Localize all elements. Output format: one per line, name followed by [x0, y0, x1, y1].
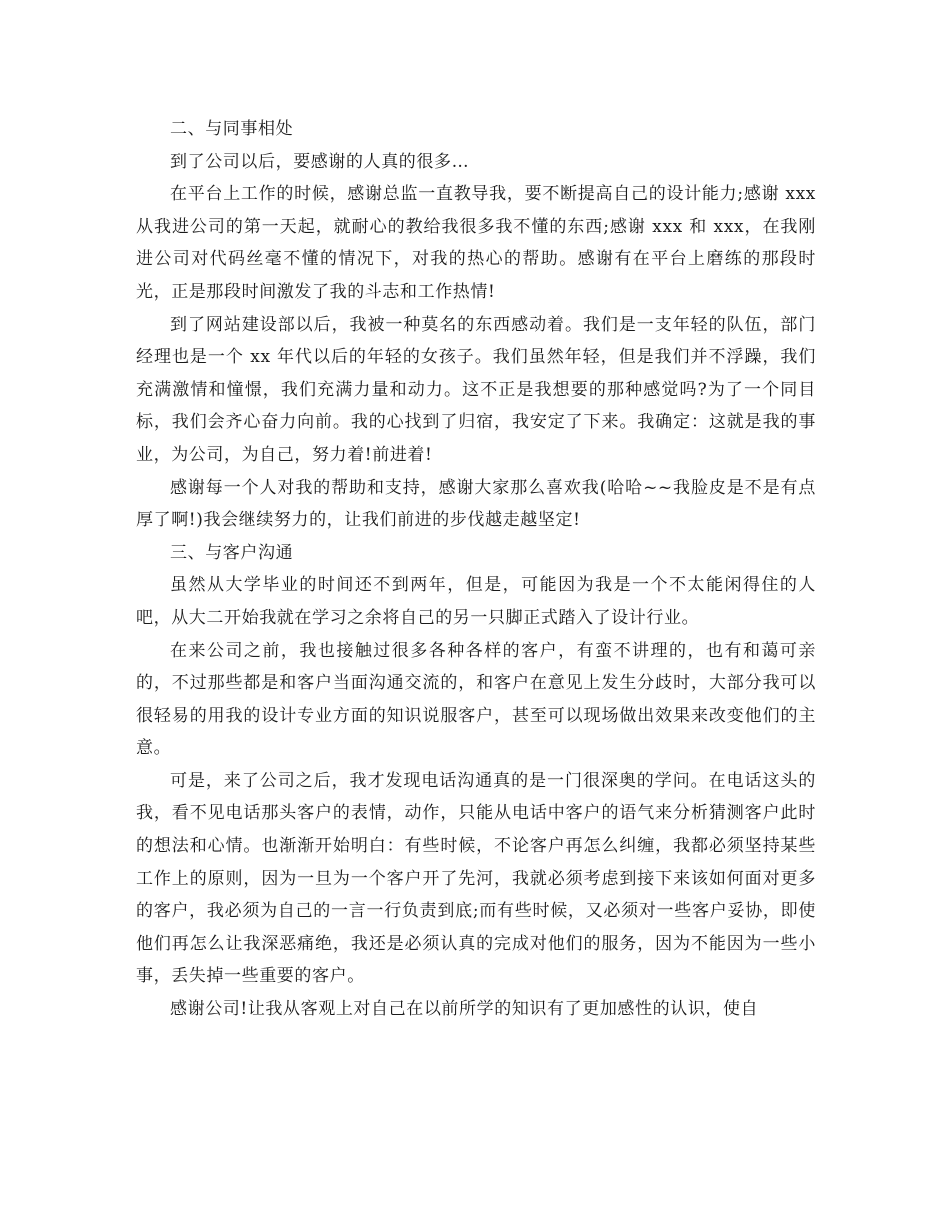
- paragraph: 虽然从大学毕业的时间还不到两年，但是，可能因为我是一个不太能闲得住的人吧，从大二开始我就在学习之余将自己的另一只脚正式踏入了设计行业。: [136, 575, 816, 628]
- paragraph: 在来公司之前，我也接触过很多各种各样的客户，有蛮不讲理的，也有和蔼可亲的，不过那些都是和客户当面沟通交流的，和客户在意见上发生分歧时，大部分我可以很轻易的用我的设计专业方面的知识说服客户，甚至可以现场做出效果来改变他们的主意。: [136, 640, 816, 759]
- document-body: [136, 113, 816, 1026]
- section-heading-clients: 三、与客户沟通: [170, 542, 294, 563]
- paragraph: 在平台上工作的时候，感谢总监一直教导我，要不断提高自己的设计能力;感谢 xxx 从我进公司的第一天起，就耐心的教给我很多我不懂的东西;感谢 xxx 和 xxx，在我刚进公司对代码丝毫不懂的情况下，对我的热心的帮助。感谢有在平台上磨练的那段时光，正是那段时间激发了我的斗志和工作热情!: [136, 184, 816, 302]
- paragraph: 感谢每一个人对我的帮助和支持，感谢大家那么喜欢我(哈哈~~我脸皮是不是有点厚了啊!)我会继续努力的，让我们前进的步伐越走越坚定!: [136, 477, 816, 531]
- paragraph: 可是，来了公司之后，我才发现电话沟通真的是一门很深奥的学问。在电话这头的我，看不见电话那头客户的表情，动作，只能从电话中客户的语气来分析猜测客户此时的想法和心情。也渐渐开始明白：有些时候，不论客户再怎么纠缠，我都必须坚持某些工作上的原则，因为一旦为一个客户开了先河，我就必须考虑到接下来该如何面对更多的客户，我必须为自己的一言一行负责到底;而有些时候，又必须对一些客户妥协，即使他们再怎么让我深恶痛绝，我还是必须认真的完成对他们的服务，因为不能因为一些小事，丢失掉一些重要的客户。: [136, 770, 816, 987]
- paragraph: 感谢公司!让我从客观上对自己在以前所学的知识有了更加感性的认识，使自: [170, 999, 759, 1020]
- paragraph: 到了网站建设部以后，我被一种莫名的东西感动着。我们是一支年轻的队伍，部门经理也是一个 xx 年代以后的年轻的女孩子。我们虽然年轻，但是我们并不浮躁，我们充满激情和憧憬，我们充满力量和动力。这不正是我想要的那种感觉吗?为了一个同目标，我们会齐心奋力向前。我的心找到了归宿，我安定了下来。我确定：这就是我的事业，为公司，为自己，努力着!前进着!: [136, 314, 816, 465]
- section-heading-colleagues: 二、与同事相处: [170, 119, 294, 139]
- paragraph: 到了公司以后，要感谢的人真的很多…: [170, 151, 470, 172]
